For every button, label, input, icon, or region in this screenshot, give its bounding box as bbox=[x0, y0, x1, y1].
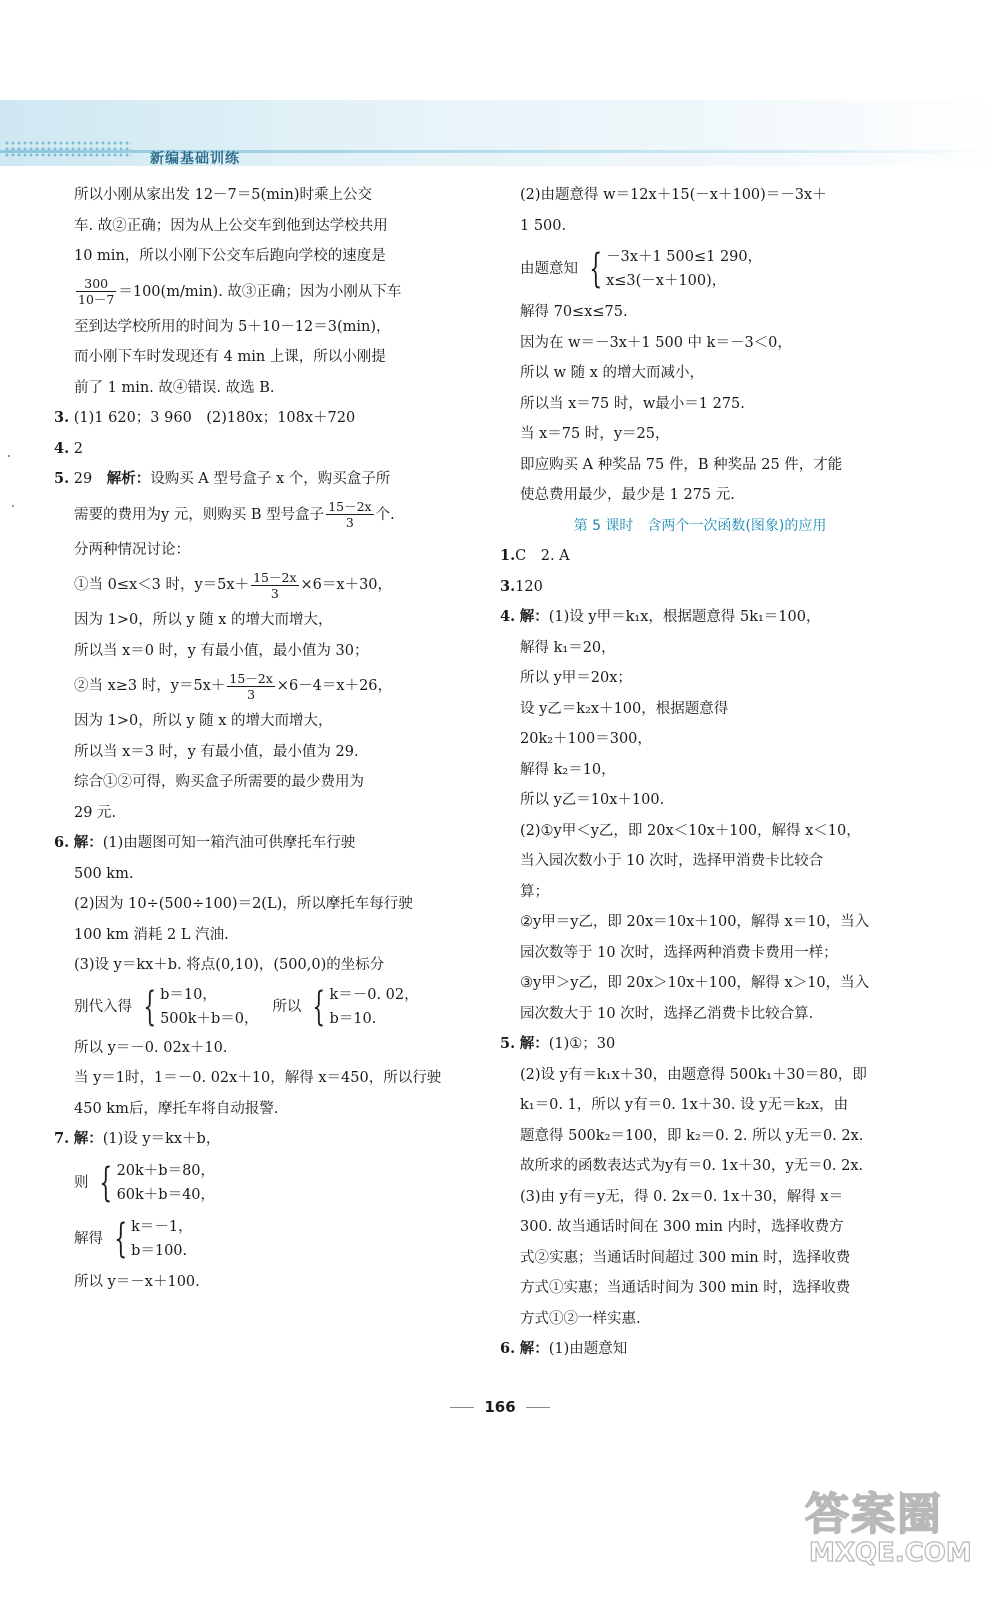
a4-line: ③y甲＞y乙，即 20x＞10x＋100，解得 x＞10，当入 bbox=[520, 975, 870, 991]
q6-line: 所以 y＝－0. 02x＋10. bbox=[74, 1039, 228, 1056]
answer-3: 3.120 bbox=[500, 577, 543, 595]
q2-line: 所以小刚从家出发 12－7＝5(min)时乘上公交 bbox=[74, 187, 373, 203]
q5-line: 29 元. bbox=[74, 804, 117, 821]
q6-line: 450 km后，摩托车将自动报警. bbox=[74, 1100, 279, 1117]
a4-line: 所以 y甲＝20x； bbox=[520, 670, 632, 686]
r-system-line: 由题意知 { －3x＋1 500≤1 290， x≤3(－x＋100)， bbox=[520, 246, 763, 292]
equation-system: { k＝－0. 02， b＝10. bbox=[312, 983, 419, 1030]
q6-system-line: 别代入得 { b＝10， 500k＋b＝0， 所以 { k＝－0. 02， b＝10. bbox=[74, 983, 419, 1030]
left-column bbox=[54, 180, 464, 1297]
answer-5: 5. 解：(1)①；30 bbox=[500, 1035, 616, 1052]
answer-4: 4. 解：(1)设 y甲＝k₁x，根据题意得 5k₁＝100， bbox=[500, 608, 821, 625]
answer-line: 即应购买 A 种奖品 75 件，B 种奖品 25 件，才能 bbox=[520, 456, 843, 473]
fraction: $\frac{15-2x}{3}$ bbox=[229, 670, 273, 702]
question-3: 3. (1)1 620；3 960 (2)180x；108x＋720 bbox=[54, 409, 356, 426]
a4-line: 园次数等于 10 次时，选择两种消费卡费用一样； bbox=[520, 944, 838, 961]
q5-line: 所以当 x＝3 时，y 有最小值，最小值为 29. bbox=[74, 743, 359, 760]
series-title: 新编基础训练 bbox=[150, 151, 240, 167]
section-title: 第 5 课时 含两个一次函数(图象)的应用 bbox=[573, 517, 827, 534]
fraction: $\frac{15-2x}{3}$ bbox=[253, 569, 297, 601]
a5-line: (2)设 y有＝k₁x＋30，由题意得 500k₁＋30＝80，即 bbox=[520, 1066, 867, 1083]
q5-line: 因为 1>0，所以 y 随 x 的增大而增大， bbox=[74, 713, 333, 729]
q6-line: 当 y＝1时，1＝－0. 02x＋10，解得 x＝450，所以行驶 bbox=[74, 1070, 442, 1086]
scan-speck bbox=[12, 505, 14, 507]
question-6: 6. 解：(1)由题图可知一箱汽油可供摩托车行驶 bbox=[54, 834, 356, 851]
divider bbox=[450, 1407, 474, 1408]
q5-line: 所以当 x＝0 时，y 有最小值，最小值为 30； bbox=[74, 642, 369, 659]
a5-line: 题意得 500k₂＝100，即 k₂＝0. 2. 所以 y无＝0. 2x. bbox=[520, 1127, 864, 1144]
equation-system: { b＝10， 500k＋b＝0， bbox=[142, 983, 259, 1030]
q5-line: 综合①②可得，购买盒子所需要的最少费用为 bbox=[74, 774, 364, 790]
q5-line: 需要的费用为y 元，则购买 B 型号盒子 $\frac{15-2x}{3}$ 个. bbox=[74, 499, 395, 530]
a4-line: 20k₂＋100＝300， bbox=[520, 731, 652, 747]
a4-line: 设 y乙＝k₂x＋100，根据题意得 bbox=[520, 700, 729, 717]
q2-line: 前了 1 min. 故④错误. 故选 B. bbox=[74, 379, 275, 396]
q2-fraction-line: $\frac{300}{10-7}$ ＝100(m/min). 故③正确；因为小刚从下车 bbox=[78, 276, 402, 307]
answer-6: 6. 解：(1)由题意知 bbox=[500, 1340, 628, 1357]
q2-line: 车. 故②正确；因为从上公交车到他到达学校共用 bbox=[74, 217, 388, 234]
a4-line: ②y甲＝y乙，即 20x＝10x＋100，解得 x＝10，当入 bbox=[520, 914, 870, 930]
divider bbox=[526, 1407, 550, 1408]
answer-line: 所以当 x＝75 时，w最小＝1 275. bbox=[520, 395, 745, 412]
q7-line: 所以 y＝－x＋100. bbox=[74, 1273, 200, 1290]
q5-case-2: ②当 x≥3 时，y＝5x＋ $\frac{15-2x}{3}$ ×6－4＝x＋26， bbox=[74, 670, 393, 702]
q5-line: 分两种情况讨论： bbox=[74, 541, 190, 558]
answer-1-2: 1.C 2. A bbox=[500, 547, 570, 564]
fraction: $\frac{15-2x}{3}$ bbox=[328, 499, 372, 530]
question-7: 7. 解：(1)设 y＝kx＋b， bbox=[54, 1130, 221, 1147]
a4-line: 所以 y乙＝10x＋100. bbox=[520, 792, 665, 808]
q5-case-1: ①当 0≤x＜3 时，y＝5x＋ $\frac{15-2x}{3}$ ×6＝x＋30， bbox=[74, 569, 393, 601]
equation-system: { k＝－1， b＝100. bbox=[113, 1215, 193, 1262]
question-4: 4. 2 bbox=[54, 439, 83, 457]
answer-line: (2)由题意得 w＝12x＋15(－x＋100)＝－3x＋ bbox=[520, 187, 827, 203]
right-column bbox=[500, 180, 880, 1365]
answer-line: 1 500. bbox=[520, 217, 567, 234]
q2-line: 10 min，所以小刚下公交车后跑向学校的速度是 bbox=[74, 248, 386, 264]
header-dot-pattern bbox=[4, 140, 132, 158]
fraction: $\frac{300}{10-7}$ bbox=[78, 276, 115, 307]
a5-line: k₁＝0. 1，所以 y有＝0. 1x＋30. 设 y无＝k₂x，由 bbox=[520, 1097, 849, 1113]
a5-line: 故所求的函数表达式为y有＝0. 1x＋30，y无＝0. 2x. bbox=[520, 1158, 864, 1174]
a4-line: 解得 k₂＝10， bbox=[520, 761, 616, 778]
question-5: 5. 29 解析：设购买 A 型号盒子 x 个，购买盒子所 bbox=[54, 470, 391, 487]
q2-line: 至到达学校所用的时间为 5＋10－12＝3(min)， bbox=[74, 318, 391, 335]
q7-system-line: 解得 { k＝－1， b＝100. bbox=[74, 1215, 193, 1262]
a5-line: 方式①②一样实惠. bbox=[520, 1310, 641, 1327]
a4-line: 当入园次数小于 10 次时，选择甲消费卡比较合 bbox=[520, 853, 824, 869]
scan-speck bbox=[8, 455, 10, 457]
q6-line: 500 km. bbox=[74, 865, 134, 882]
a4-line: 解得 k₁＝20， bbox=[520, 639, 616, 656]
a4-line: (2)①y甲＜y乙，即 20x＜10x＋100，解得 x＜10， bbox=[520, 822, 861, 839]
a4-line: 园次数大于 10 次时，选择乙消费卡比较合算. bbox=[520, 1005, 814, 1022]
a4-line: 算； bbox=[520, 883, 549, 900]
q6-line: (3)设 y＝kx＋b. 将点(0,10)，(500,0)的坐标分 bbox=[74, 957, 385, 973]
page-number: 166 bbox=[0, 1398, 1000, 1416]
answer-line: 所以 w 随 x 的增大而减小， bbox=[520, 365, 705, 381]
answer-line: 解得 70≤x≤75. bbox=[520, 304, 628, 320]
q5-line: 因为 1>0，所以 y 随 x 的增大而增大， bbox=[74, 612, 333, 628]
equation-system: { －3x＋1 500≤1 290， x≤3(－x＋100)， bbox=[588, 246, 763, 292]
watermark-logo: 答案圈 MXQE.COM bbox=[805, 1489, 972, 1568]
a5-line: 方式①实惠；当通话时间为 300 min 时，选择收费 bbox=[520, 1280, 851, 1296]
q6-line: (2)因为 10÷(500÷100)＝2(L)，所以摩托车每行驶 bbox=[74, 896, 413, 912]
a5-line: 式②实惠；当通话时间超过 300 min 时，选择收费 bbox=[520, 1249, 851, 1266]
answer-line: 当 x＝75 时，y＝25， bbox=[520, 426, 670, 442]
q2-line: 而小刚下车时发现还有 4 min 上课，所以小刚提 bbox=[74, 349, 386, 365]
q6-line: 100 km 消耗 2 L 汽油. bbox=[74, 926, 229, 943]
equation-system: { 20k＋b＝80， 60k＋b＝40， bbox=[99, 1159, 216, 1206]
a5-line: (3)由 y有＝y无，得 0. 2x＝0. 1x＋30，解得 x＝ bbox=[520, 1188, 844, 1205]
answer-line: 使总费用最少，最少是 1 275 元. bbox=[520, 487, 735, 503]
q7-system-line: 则 { 20k＋b＝80， 60k＋b＝40， bbox=[74, 1159, 216, 1206]
answer-line: 因为在 w＝－3x＋1 500 中 k＝－3＜0， bbox=[520, 334, 792, 351]
a5-line: 300. 故当通话时间在 300 min 内时，选择收费方 bbox=[520, 1219, 844, 1235]
